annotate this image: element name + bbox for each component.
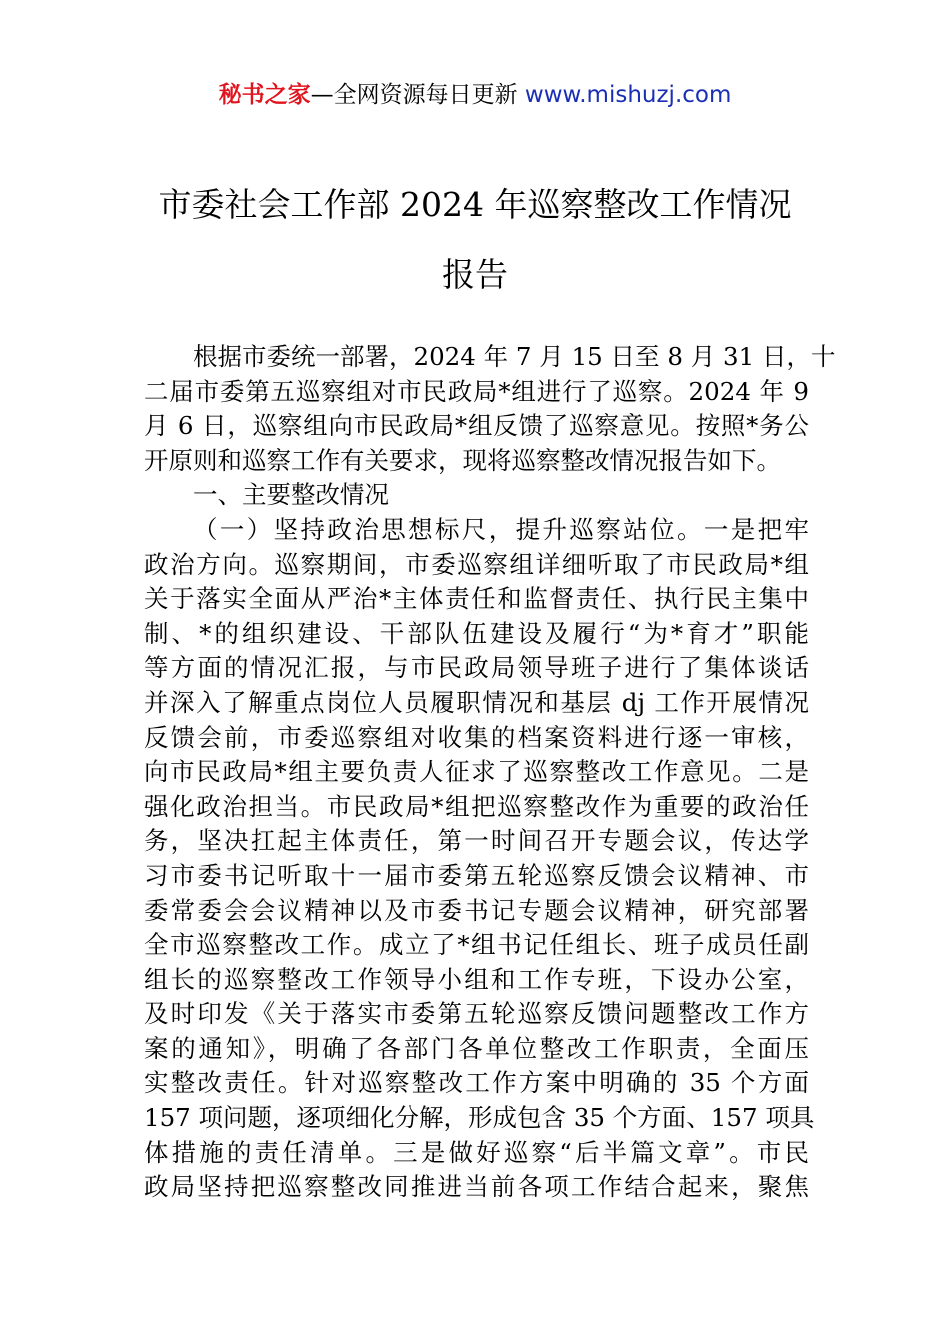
body-line: 开原则和巡察工作有关要求，现将巡察整改情况报告如下。 [144, 445, 781, 475]
body-line: 及时印发《关于落实市委第五轮巡察反馈问题整改工作方 [144, 999, 809, 1029]
body-line: 并深入了解重点岗位人员履职情况和基层 dj 工作开展情况 [144, 687, 809, 717]
body-line: 关于落实全面从严治*主体责任和监督责任、执行民主集中 [144, 584, 809, 614]
body-line: 体措施的责任清单。三是做好巡察“后半篇文章”。市民 [144, 1137, 809, 1167]
document-title-line-2: 报告 [442, 255, 508, 294]
document-title-line-1: 市委社会工作部 2024 年巡察整改工作情况 [158, 185, 792, 224]
body-line: 委常委会会议精神以及市委书记专题会议精神，研究部署 [144, 895, 809, 925]
body-line: 等方面的情况汇报，与市民政局领导班子进行了集体谈话 [144, 653, 809, 683]
body-line: 全市巡察整改工作。成立了*组书记任组长、班子成员任副 [144, 930, 809, 960]
document-title [60, 170, 890, 310]
body-line: 务，坚决扛起主体责任，第一时间召开专题会议，传达学 [144, 826, 809, 856]
body-line: 案的通知》，明确了各部门各单位整改工作职责，全面压 [144, 1033, 809, 1063]
site-brand: 秘书之家 [218, 82, 311, 108]
document-body [144, 340, 836, 1205]
body-line: 组长的巡察整改工作领导小组和工作专班，下设办公室， [144, 964, 809, 994]
body-line: （一）坚持政治思想标尺，提升巡察站位。一是把牢 [193, 514, 809, 544]
body-line: 向市民政局*组主要负责人征求了巡察整改工作意见。二是 [144, 757, 809, 787]
body-line: 根据市委统一部署，2024 年 7 月 15 日至 8 月 31 日，十 [193, 342, 836, 371]
site-header [0, 78, 950, 112]
body-line: 实整改责任。针对巡察整改工作方案中明确的 35 个方面 [144, 1068, 809, 1098]
body-line: 政治方向。巡察期间，市委巡察组详细听取了市民政局*组 [144, 549, 809, 579]
body-line: 政局坚持把巡察整改同推进当前各项工作结合起来，聚焦 [144, 1172, 809, 1202]
body-line: 习市委书记听取十一届市委第五轮巡察反馈会议精神、市 [144, 860, 809, 890]
body-line: 157 项问题，逐项细化分解，形成包含 35 个方面、157 项具 [144, 1103, 815, 1133]
body-line: 反馈会前，市委巡察组对收集的档案资料进行逐一审核， [144, 722, 809, 752]
body-line: 二届市委第五巡察组对市民政局*组进行了巡察。2024 年 9 [144, 376, 809, 406]
site-url-link[interactable]: www.mishuzj.com [524, 82, 732, 108]
body-line: 制、*的组织建设、干部队伍建设及履行“为*育才”职能 [144, 618, 809, 648]
site-tagline: —全网资源每日更新 [310, 82, 525, 108]
body-line: 月 6 日，巡察组向市民政局*组反馈了巡察意见。按照*务公 [144, 411, 809, 441]
section-heading: 一、主要整改情况 [193, 480, 389, 510]
body-line: 强化政治担当。市民政局*组把巡察整改作为重要的政治任 [144, 791, 809, 821]
